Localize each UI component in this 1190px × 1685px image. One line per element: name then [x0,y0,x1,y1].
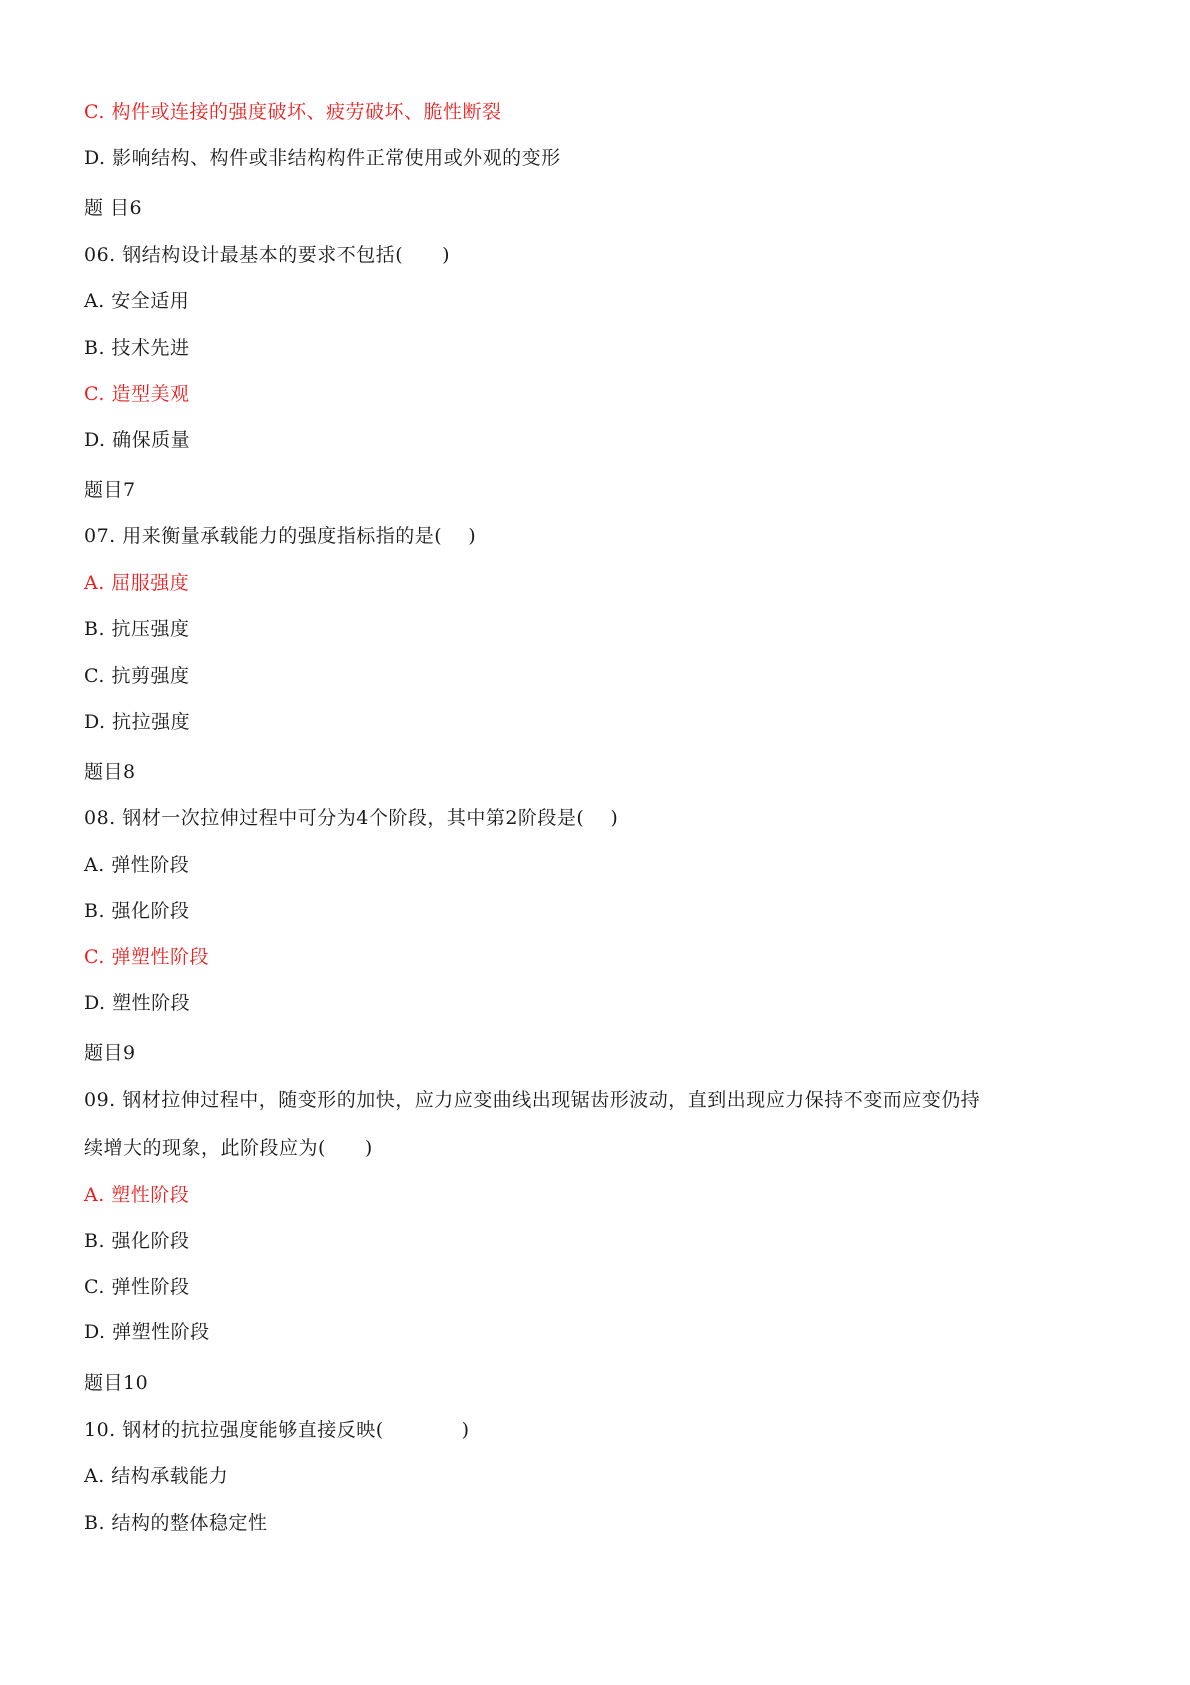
q7-option-a-correct: A. 屈服强度 [84,572,190,594]
q5-option-c-correct: C. 构件或连接的强度破坏、疲劳破坏、脆性断裂 [84,101,502,123]
q10-header: 题目10 [84,1372,149,1394]
q7-option-b: B. 抗压强度 [84,618,190,640]
q8-option-b: B. 强化阶段 [84,900,190,922]
q10-question: 10. 钢材的抗拉强度能够直接反映( ) [84,1419,470,1441]
q9-option-a-correct: A. 塑性阶段 [84,1184,190,1206]
q6-option-b: B. 技术先进 [84,337,190,359]
q7-option-c: C. 抗剪强度 [84,665,190,687]
q6-question: 06. 钢结构设计最基本的要求不包括( ) [84,244,451,266]
q9-option-d: D. 弹塑性阶段 [84,1321,210,1343]
q8-header: 题目8 [84,761,136,783]
q8-option-d: D. 塑性阶段 [84,992,191,1014]
q9-question-line-2: 续增大的现象，此阶段应为( ) [84,1137,373,1159]
q8-option-c-correct: C. 弹塑性阶段 [84,946,209,968]
q8-question: 08. 钢材一次拉伸过程中可分为4个阶段，其中第2阶段是( ) [84,807,619,829]
q10-option-b: B. 结构的整体稳定性 [84,1512,268,1534]
q6-header: 题 目6 [84,197,143,219]
q8-option-a: A. 弹性阶段 [84,854,190,876]
q9-option-b: B. 强化阶段 [84,1230,190,1252]
q9-option-c: C. 弹性阶段 [84,1276,190,1298]
q9-header: 题目9 [84,1042,136,1064]
q6-option-c-correct: C. 造型美观 [84,383,190,405]
q6-option-a: A. 安全适用 [84,290,190,312]
q6-option-d: D. 确保质量 [84,429,191,451]
q9-question-line-1: 09. 钢材拉伸过程中，随变形的加快，应力应变曲线出现锯齿形波动，直到出现应力保持不变而应变仍持 [84,1089,981,1111]
q5-option-d: D. 影响结构、构件或非结构构件正常使用或外观的变形 [84,147,561,169]
q7-header: 题目7 [84,479,136,501]
q7-option-d: D. 抗拉强度 [84,711,191,733]
q10-option-a: A. 结构承载能力 [84,1465,229,1487]
q7-question: 07. 用来衡量承载能力的强度指标指的是( ) [84,525,477,547]
